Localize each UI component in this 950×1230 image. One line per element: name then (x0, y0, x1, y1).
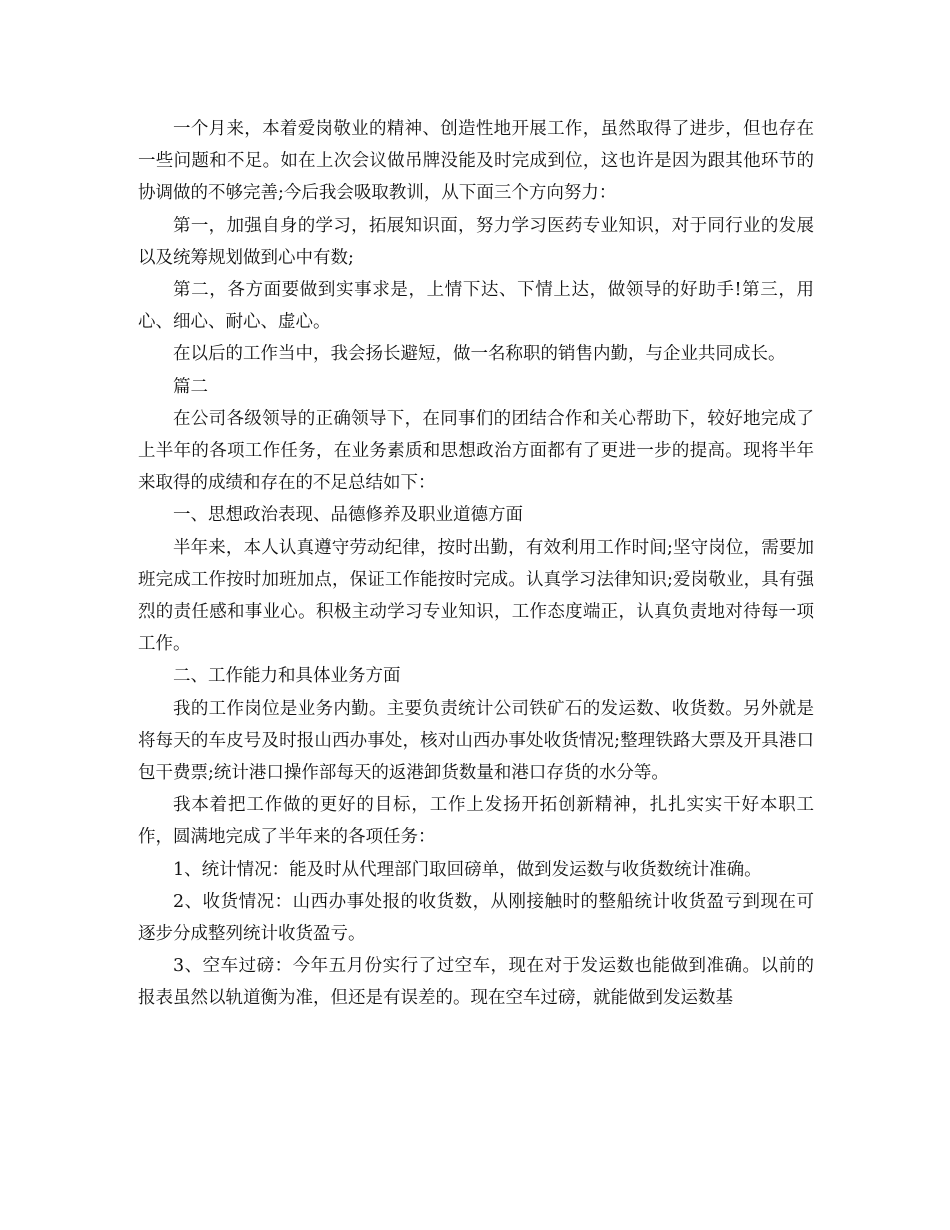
section-heading-1: 一、思想政治表现、品德修养及职业道德方面 (173, 505, 523, 526)
section-heading-part-two: 篇二 (173, 376, 208, 397)
paragraph-11: 我本着把工作做的更好的目标，工作上发扬开拓创新精神，扎扎实实干好本职工作，圆满地完成了半年来的各项任务： (138, 795, 814, 848)
section-heading-2: 二、工作能力和具体业务方面 (173, 666, 401, 687)
document-body (138, 113, 814, 1015)
paragraph-1: 一个月来，本着爱岗敬业的精神、创造性地开展工作，虽然取得了进步，但也存在一些问题和不足。如在上次会议做吊牌没能及时完成到位，这也许是因为跟其他环节的协调做的不够完善;今后我会吸取教训，从下面三个方向努力： (138, 119, 814, 204)
paragraph-6: 在公司各级领导的正确领导下，在同事们的团结合作和关心帮助下，较好地完成了上半年的各项工作任务，在业务素质和思想政治方面都有了更进一步的提高。现将半年来取得的成绩和存在的不足总结如下： (138, 408, 814, 494)
paragraph-8: 半年来，本人认真遵守劳动纪律，按时出勤，有效利用工作时间;坚守岗位，需要加班完成工作按时加班加点，保证工作能按时完成。认真学习法律知识;爱岗敬业，具有强烈的责任感和事业心。积极主动学习专业知识，工作态度端正，认真负责地对待每一项工作。 (138, 537, 814, 655)
paragraph-4: 在以后的工作当中，我会扬长避短，做一名称职的销售内勤，与企业共同成长。 (173, 344, 786, 365)
paragraph-2: 第一，加强自身的学习，拓展知识面，努力学习医药专业知识，对于同行业的发展以及统筹规划做到心中有数; (138, 215, 814, 268)
list-item-1: 1、统计情况：能及时从代理部门取回磅单，做到发运数与收货数统计准确。 (173, 859, 762, 880)
paragraph-10: 我的工作岗位是业务内勤。主要负责统计公司铁矿石的发运数、收货数。另外就是将每天的车皮号及时报山西办事处，核对山西办事处收货情况;整理铁路大票及开具港口包干费票;统计港口操作部每天的返港卸货数量和港口存货的水分等。 (138, 698, 814, 784)
list-item-2: 2、收货情况：山西办事处报的收货数，从刚接触时的整船统计收货盈亏到现在可逐步分成整列统计收货盈亏。 (138, 891, 814, 945)
list-item-3: 3、空车过磅：今年五月份实行了过空车，现在对于发运数也能做到准确。以前的报表虽然以轨道衡为准，但还是有误差的。现在空车过磅，就能做到发运数基 (138, 956, 814, 1009)
paragraph-3: 第二，各方面要做到实事求是，上情下达、下情上达，做领导的好助手!第三，用心、细心、耐心、虚心。 (138, 280, 814, 333)
